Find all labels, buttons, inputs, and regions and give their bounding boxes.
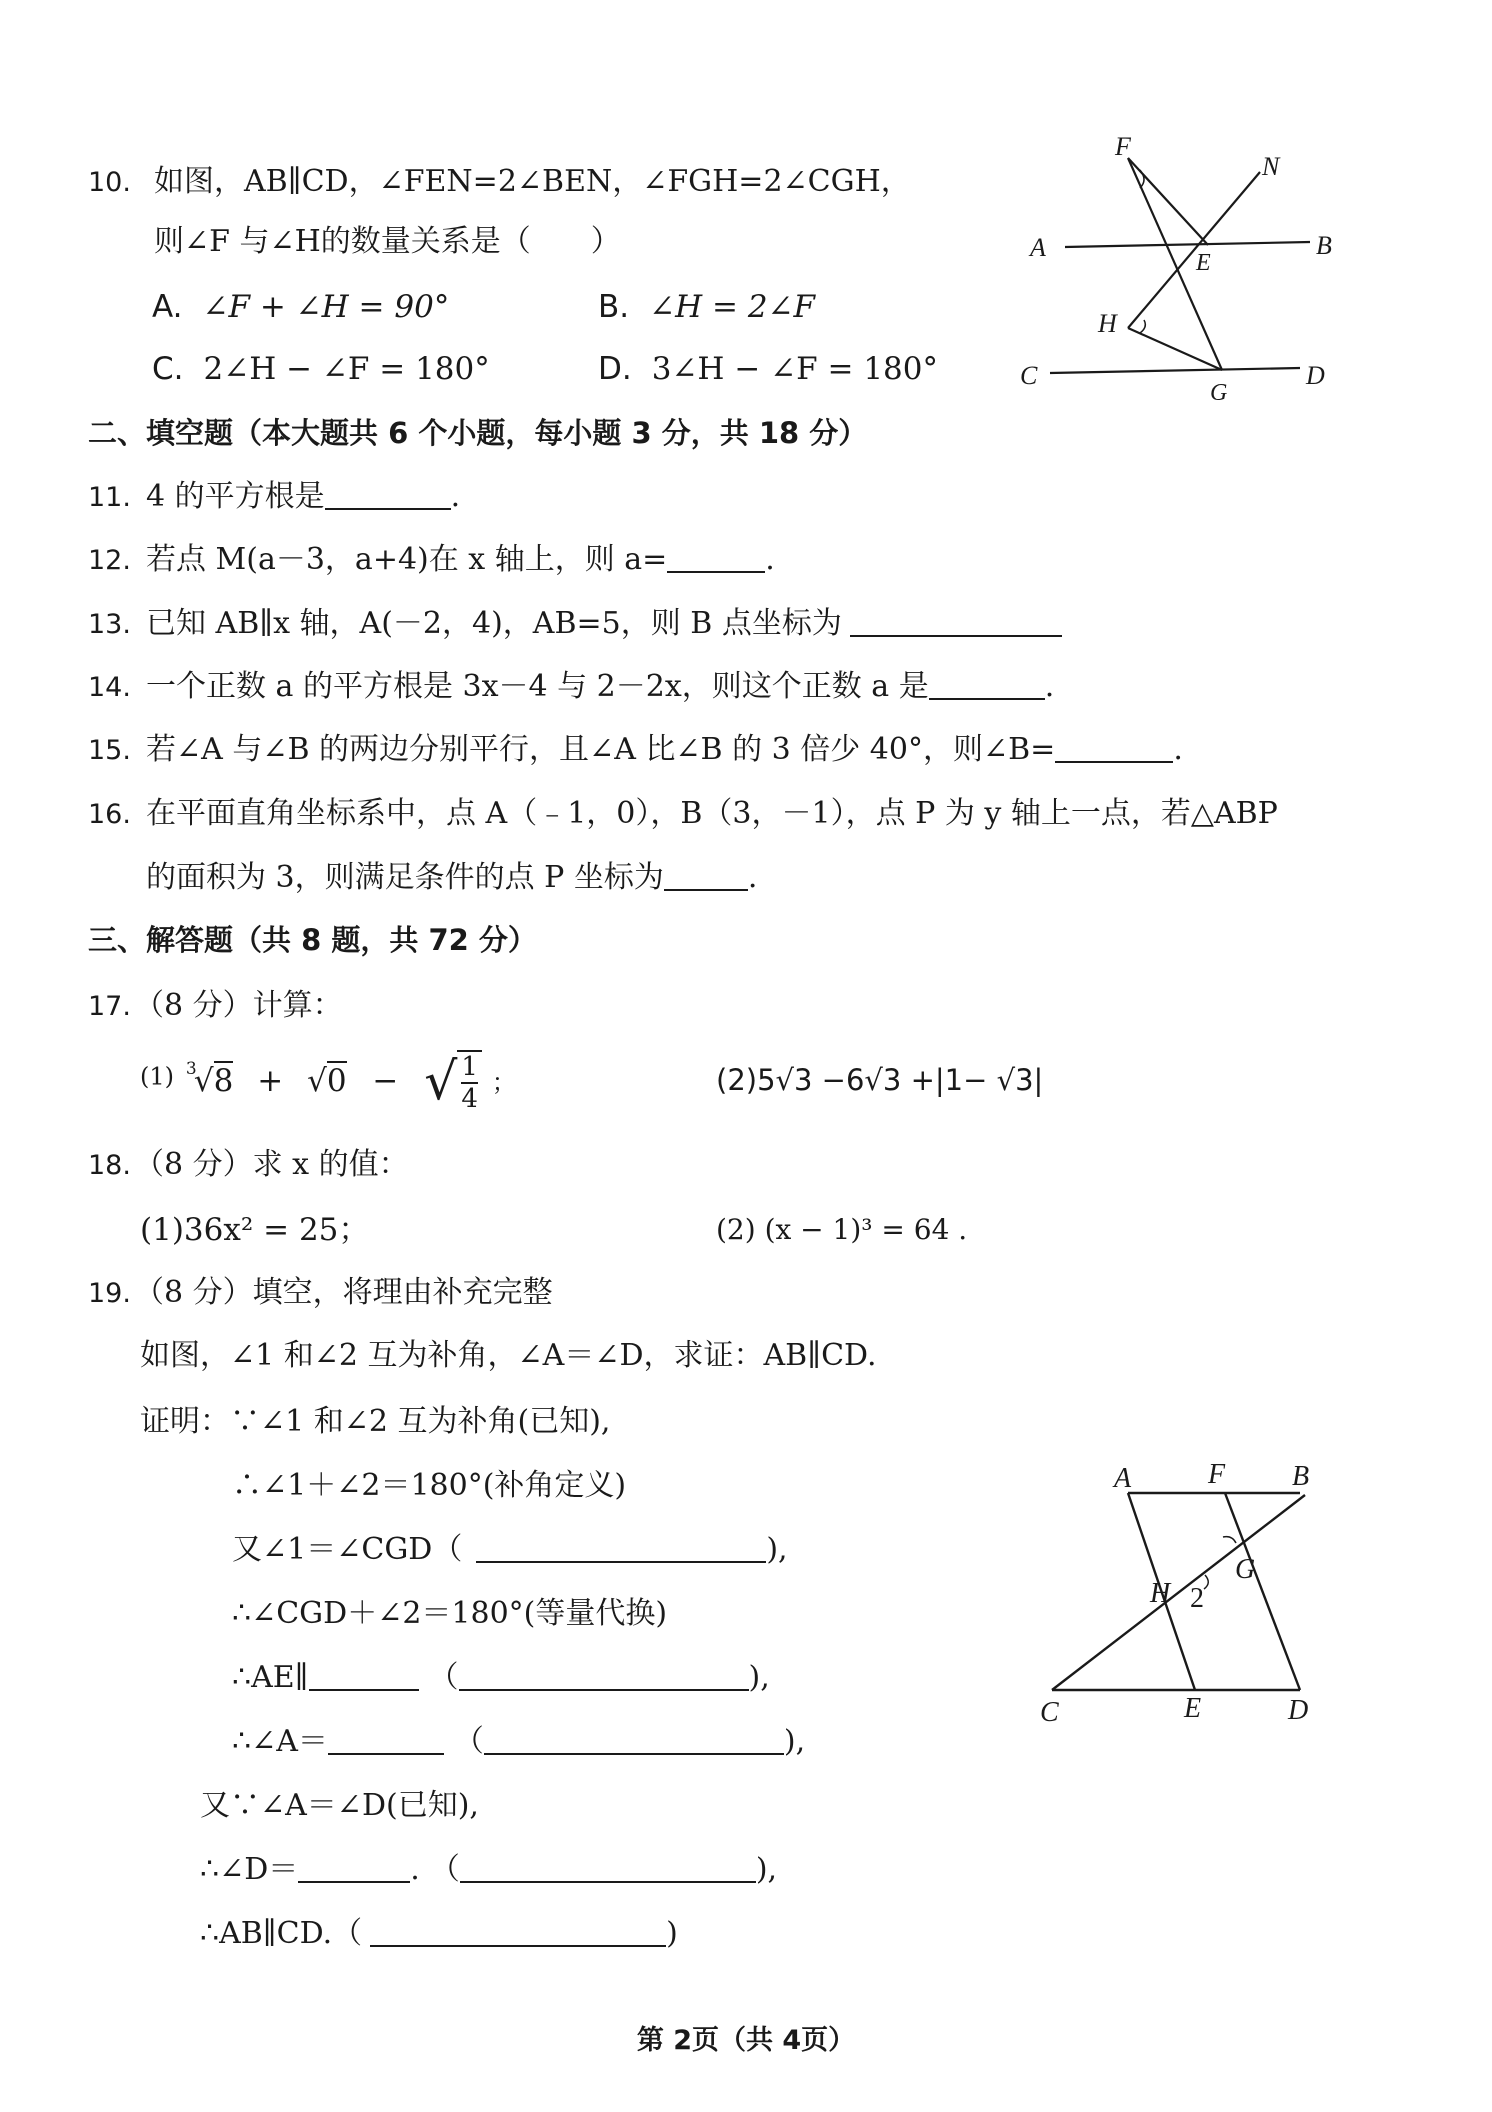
- option-text: ∠F + ∠H = 90°: [202, 289, 450, 325]
- label-B: B: [1292, 1461, 1310, 1492]
- option-text: ∠H = 2∠F: [649, 289, 816, 325]
- reason-blank-4[interactable]: [460, 1853, 756, 1883]
- q11-answer-blank[interactable]: [325, 480, 451, 510]
- cube-root-radicand: 8: [213, 1062, 234, 1099]
- q19-head: （8 分）填空，将理由补充完整: [134, 1275, 553, 1310]
- label-B: B: [1316, 231, 1332, 260]
- paren-open: （: [429, 1852, 460, 1887]
- label-E: E: [1196, 250, 1211, 276]
- q17-p1-end: ；: [491, 1068, 516, 1097]
- q19-proof-line1: 证明：∵∠1 和∠2 互为补角(已知),: [140, 1404, 611, 1439]
- q12-answer-blank[interactable]: [667, 543, 765, 573]
- q18-part1: (1)36x² = 25；: [140, 1212, 370, 1248]
- q10-number: 10.: [88, 167, 131, 198]
- q10-figure: [1010, 130, 1350, 420]
- square-root-fraction: [424, 1050, 482, 1114]
- proof-text: ∴AB∥CD.（: [200, 1916, 363, 1951]
- option-label: A.: [152, 289, 183, 325]
- q18-number: 18.: [88, 1150, 131, 1181]
- paren-close-last: ): [666, 1916, 678, 1951]
- q18-heading: [88, 1145, 409, 1185]
- label-A: A: [1030, 233, 1046, 262]
- option-label: D.: [598, 351, 632, 387]
- q17-head: （8 分）计算：: [134, 988, 343, 1023]
- label-C: C: [1040, 1697, 1059, 1728]
- q10-option-c: [152, 349, 490, 389]
- answer-blank-ae[interactable]: [309, 1661, 419, 1691]
- radical-sign: √: [307, 1062, 327, 1099]
- label-H: H: [1098, 309, 1117, 338]
- answer-blank-angle-d[interactable]: [298, 1853, 410, 1883]
- q10-option-b: [598, 287, 815, 327]
- cube-root: [185, 1058, 234, 1099]
- q16-text: 在平面直角坐标系中，点 A（﹣1，0），B（3，－1），点 P 为 y 轴上一点，若△ABP: [146, 796, 1278, 831]
- label-H: H: [1150, 1578, 1171, 1609]
- q16-text2: 的面积为 3，则满足条件的点 P 坐标为: [146, 860, 664, 895]
- proof-text: ∴∠A＝: [232, 1724, 328, 1759]
- page-footer: 第 2页（共 4页）: [636, 2025, 856, 2056]
- q13-text: 已知 AB∥x 轴，A(－2，4)，AB=5，则 B 点坐标为: [146, 606, 842, 641]
- q15-end: .: [1173, 732, 1183, 767]
- label-G: G: [1210, 380, 1228, 406]
- fraction-numerator: 1: [461, 1052, 478, 1082]
- q14-number: 14.: [88, 672, 131, 703]
- q19-heading: [88, 1273, 553, 1313]
- option-label: B.: [598, 289, 630, 325]
- square-root: [307, 1063, 347, 1099]
- answer-blank-angle-a[interactable]: [328, 1725, 444, 1755]
- q17-heading: [88, 986, 343, 1026]
- dot: .: [410, 1852, 420, 1887]
- q15-number: 15.: [88, 735, 131, 766]
- q17-part2: (2)5√3 −6√3 +|1− √3|: [716, 1063, 1044, 1097]
- paren-open: （: [428, 1660, 459, 1695]
- label-D: D: [1306, 361, 1325, 390]
- q15-answer-blank[interactable]: [1055, 733, 1173, 763]
- paren-close: ),: [783, 1724, 806, 1759]
- q10-option-d: [598, 349, 938, 389]
- label-G: G: [1235, 1554, 1256, 1585]
- q11: [88, 477, 460, 517]
- q19-proof-line5: [232, 1658, 770, 1698]
- q14-end: .: [1044, 669, 1055, 704]
- fraction-denominator: 4: [461, 1084, 478, 1114]
- q19-intro: 如图，∠1 和∠2 互为补角，∠A＝∠D，求证：AB∥CD.: [140, 1338, 877, 1373]
- q10-option-a: [152, 287, 449, 327]
- q14-answer-blank[interactable]: [929, 670, 1045, 700]
- label-angle-2: 2: [1190, 1583, 1204, 1614]
- reason-blank-5[interactable]: [370, 1917, 666, 1947]
- proof-text: 又∠1＝∠CGD（: [232, 1532, 463, 1567]
- q12-number: 12.: [88, 545, 131, 576]
- section-3-heading: 三、解答题（共 8 题，共 72 分）: [88, 923, 537, 957]
- q15-text: 若∠A 与∠B 的两边分别平行，且∠A 比∠B 的 3 倍少 40°，则∠B=: [146, 732, 1056, 767]
- q14: [88, 667, 1054, 707]
- q10-line2: 则∠F 与∠H的数量关系是（ ）: [154, 224, 621, 259]
- paren-close: ),: [748, 1660, 770, 1695]
- reason-blank-3[interactable]: [484, 1725, 784, 1755]
- q13-number: 13.: [88, 609, 131, 640]
- q18-head: （8 分）求 x 的值：: [134, 1147, 409, 1182]
- paren-close: ),: [766, 1532, 788, 1567]
- q19-proof-line8: [200, 1850, 777, 1890]
- q16-answer-blank[interactable]: [664, 861, 748, 891]
- q19-proof-line2: ∴∠1＋∠2＝180°(补角定义): [232, 1468, 627, 1503]
- q12-end: .: [765, 542, 775, 577]
- q12-text: 若点 M(a－3，a+4)在 x 轴上，则 a=: [146, 542, 668, 577]
- reason-blank-1[interactable]: [476, 1533, 766, 1563]
- option-text: 2∠H − ∠F = 180°: [203, 351, 490, 387]
- paren-open: （: [453, 1724, 484, 1759]
- proof-text: ∴AE∥: [232, 1660, 309, 1695]
- q10-stem: 如图，AB∥CD，∠FEN=2∠BEN，∠FGH=2∠CGH，: [154, 164, 911, 199]
- sqrt-radicand: 0: [326, 1062, 347, 1099]
- paren-close: ),: [755, 1852, 778, 1887]
- plus-sign: +: [257, 1062, 284, 1099]
- q17-part1: [140, 1050, 516, 1120]
- q11-end: .: [450, 479, 461, 514]
- q11-number: 11.: [88, 482, 131, 513]
- q14-text: 一个正数 a 的平方根是 3x－4 与 2－2x，则这个正数 a 是: [146, 669, 929, 704]
- label-A: A: [1114, 1463, 1132, 1494]
- q17-number: 17.: [88, 991, 131, 1022]
- proof-text: ∴∠D＝: [200, 1852, 299, 1887]
- q19-proof-line4: ∴∠CGD＋∠2＝180°(等量代换): [232, 1596, 668, 1631]
- radical-sign: √: [424, 1052, 458, 1112]
- q12: [88, 540, 775, 580]
- label-F: F: [1115, 132, 1131, 161]
- q18-part2: (2) (x − 1)³ = 64 .: [716, 1213, 968, 1246]
- q15: [88, 730, 1183, 770]
- radical-sign: √: [193, 1062, 214, 1099]
- fraction: [457, 1050, 482, 1114]
- label-E: E: [1184, 1693, 1202, 1724]
- option-label: C.: [152, 351, 184, 387]
- q16-number: 16.: [88, 799, 131, 830]
- section-2-heading: 二、填空题（本大题共 6 个小题，每小题 3 分，共 18 分）: [88, 416, 868, 450]
- cube-root-index: 3: [185, 1058, 197, 1079]
- q10-line1: [88, 162, 911, 202]
- q13-answer-blank[interactable]: [850, 607, 1062, 637]
- q19-proof-line3: [232, 1530, 788, 1570]
- minus-sign: −: [372, 1062, 399, 1099]
- label-D: D: [1288, 1695, 1309, 1726]
- q16-line2: [146, 858, 757, 898]
- q19-number: 19.: [88, 1278, 131, 1309]
- q19-figure: [1030, 1455, 1360, 1728]
- label-N: N: [1262, 152, 1280, 181]
- label-C: C: [1020, 361, 1038, 390]
- option-text: 3∠H − ∠F = 180°: [651, 351, 938, 387]
- reason-blank-2[interactable]: [459, 1661, 749, 1691]
- q16-end: .: [747, 860, 758, 895]
- q13: [88, 604, 1062, 644]
- label-F: F: [1208, 1459, 1226, 1490]
- q17-p1-label: (1): [140, 1062, 174, 1091]
- q16-line1: [88, 794, 1278, 834]
- q11-text: 4 的平方根是: [146, 479, 325, 514]
- q19-proof-line7: 又∵∠A＝∠D(已知),: [200, 1788, 479, 1823]
- q19-proof-line6: [232, 1722, 805, 1762]
- q19-proof-line9: [200, 1914, 678, 1954]
